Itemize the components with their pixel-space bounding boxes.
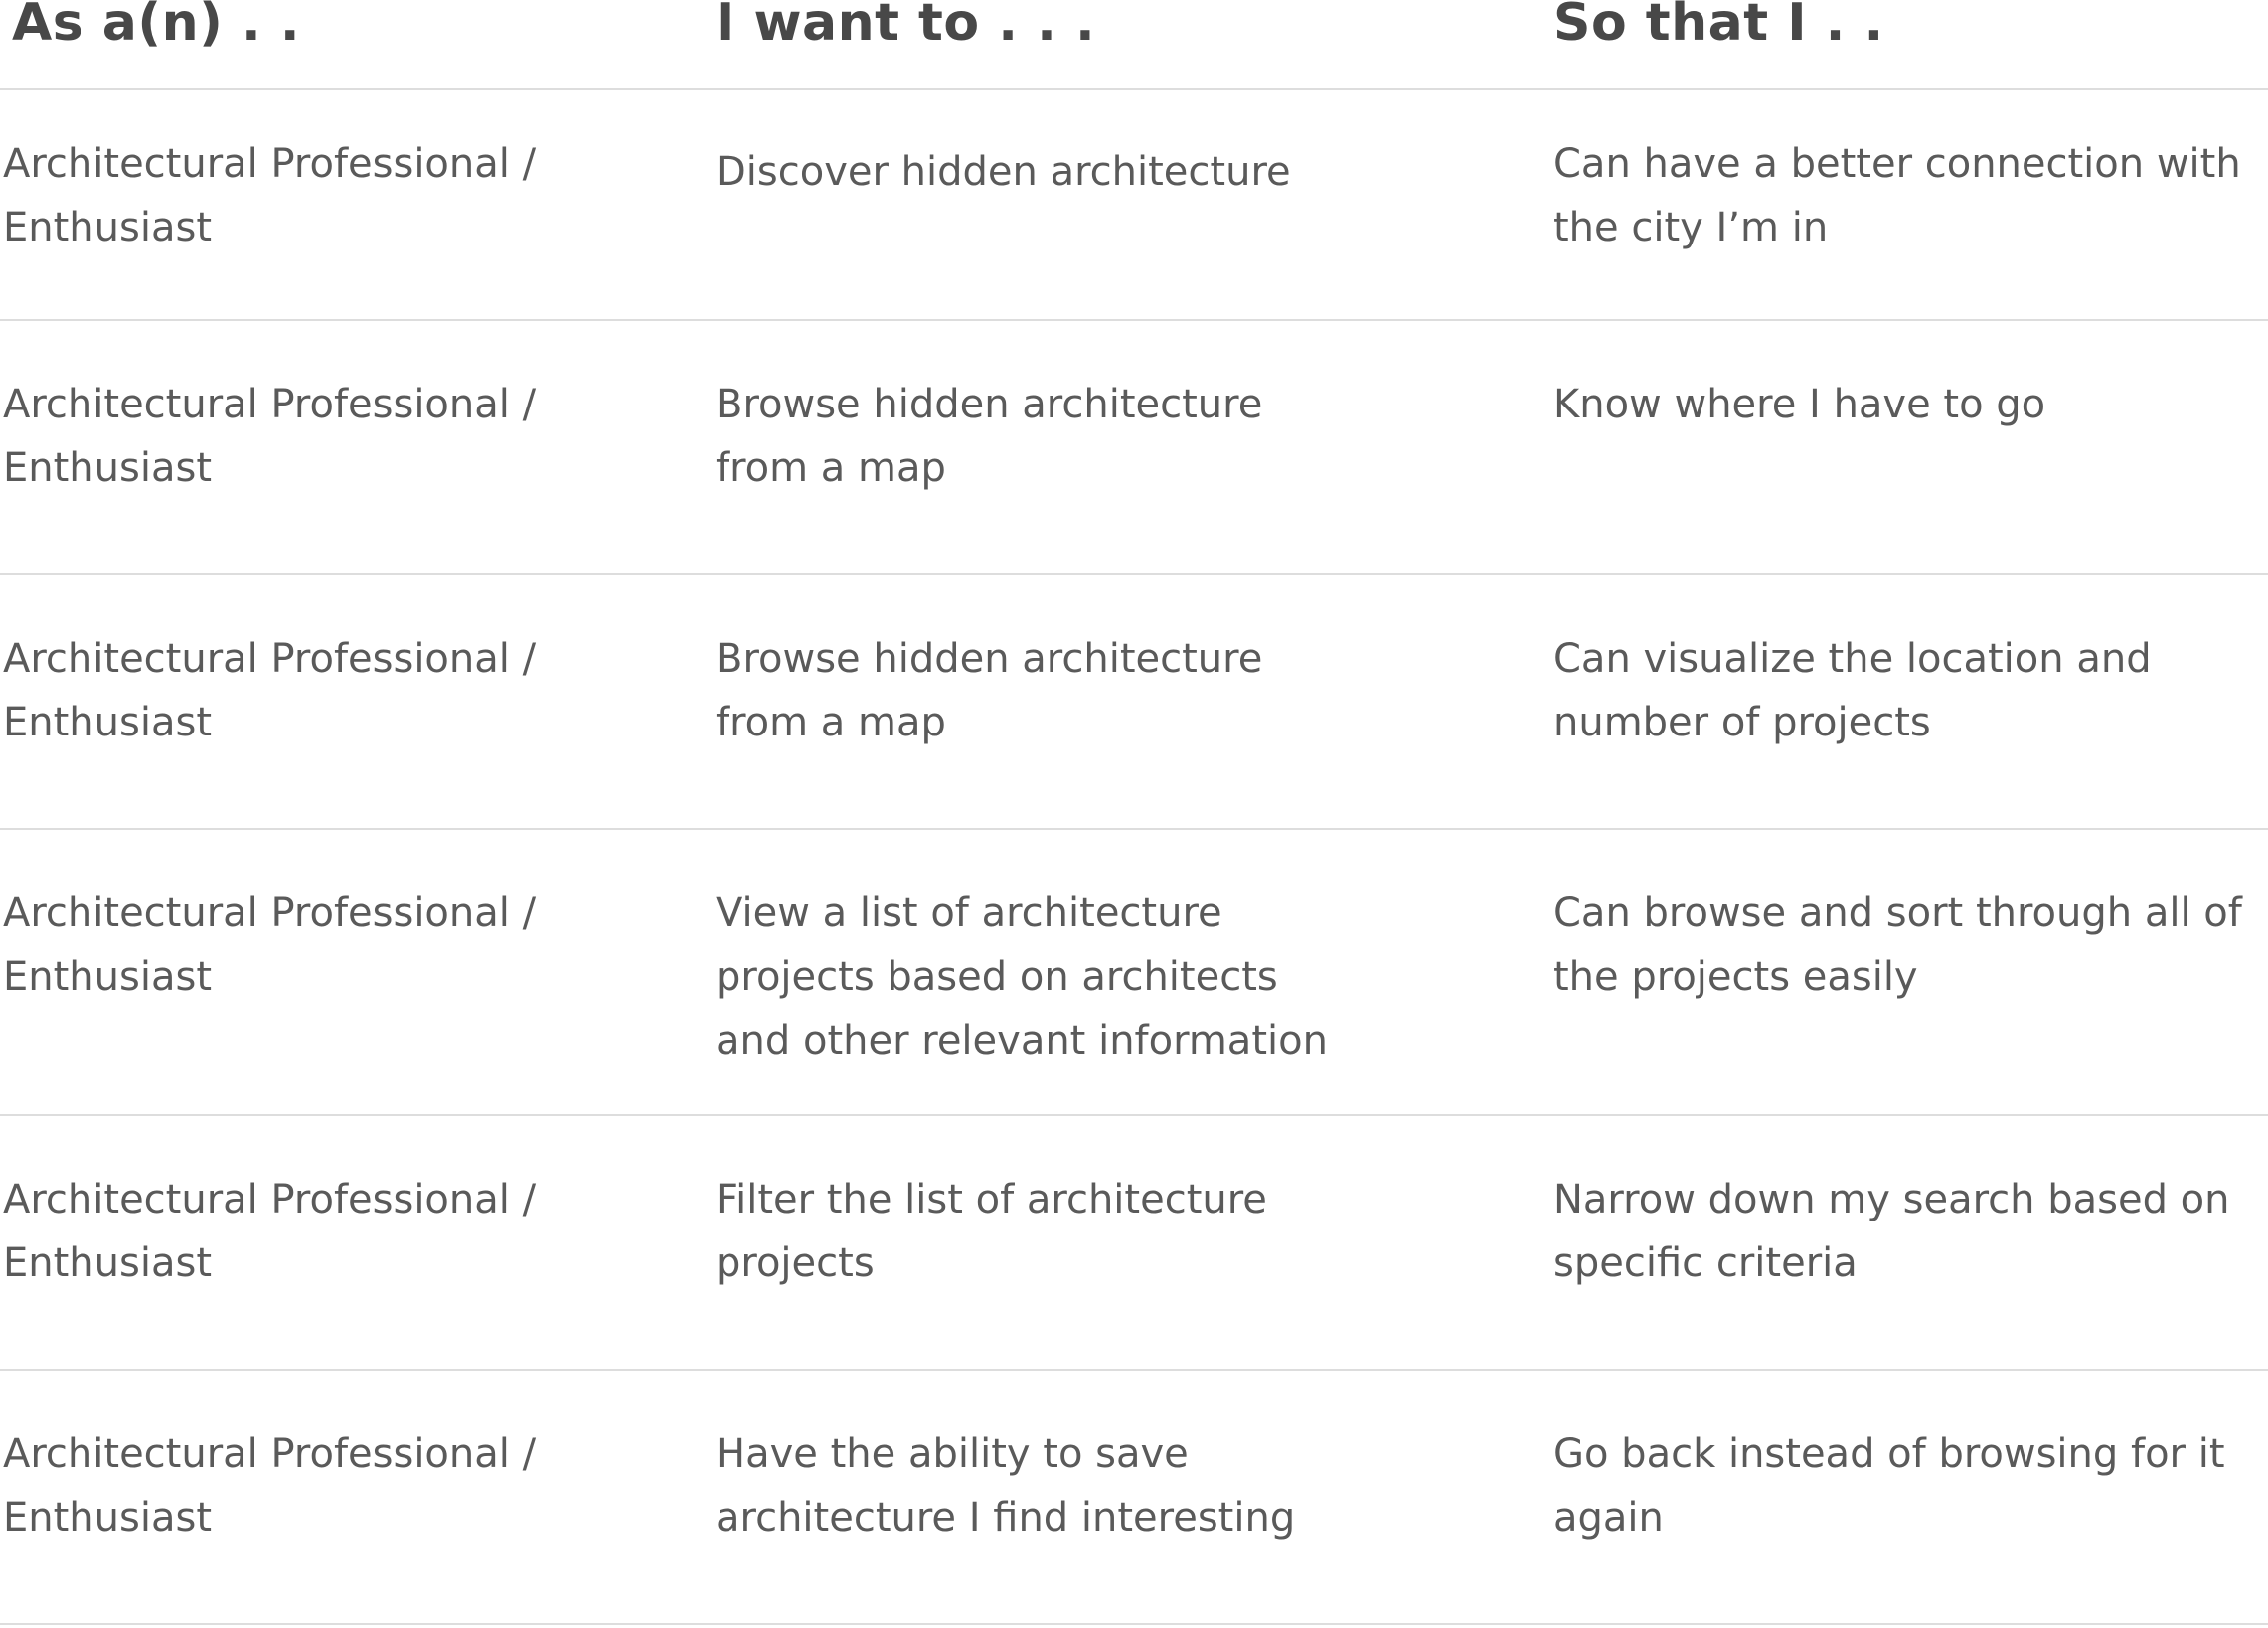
cell-so-that	[1553, 1422, 2225, 1549]
cell-line: Architectural Professional /	[3, 636, 537, 682]
cell-line: Architectural Professional /	[3, 1177, 537, 1222]
cell-line: and other relevant information	[716, 1018, 1328, 1063]
cell-line: projects based on architects	[716, 954, 1278, 1000]
cell-line: specific criteria	[1553, 1240, 1858, 1286]
cell-line: Enthusiast	[3, 1495, 212, 1541]
cell-role	[3, 373, 536, 500]
cell-line: Architectural Professional /	[3, 382, 537, 427]
header-i-want-to: I want to . . .	[716, 0, 1096, 53]
cell-line: Enthusiast	[3, 700, 212, 745]
table-row	[0, 575, 2268, 830]
cell-line: the city I’m in	[1553, 205, 1829, 250]
cell-line: Browse hidden architecture	[716, 382, 1263, 427]
cell-want	[716, 1168, 1267, 1295]
cell-line: Narrow down my search based on	[1553, 1177, 2230, 1222]
cell-line: Can browse and sort through all of	[1553, 891, 2242, 936]
cell-line: Enthusiast	[3, 205, 212, 250]
cell-line: Know where I have to go	[1553, 382, 2046, 427]
header-as-a: As a(n) . .	[12, 0, 301, 53]
table-body	[0, 90, 2268, 1625]
cell-so-that	[1553, 1168, 2230, 1295]
cell-want	[716, 373, 1262, 500]
cell-line: Architectural Professional /	[3, 141, 537, 187]
cell-so-that	[1553, 373, 2045, 436]
header-so-that: So that I . .	[1553, 0, 1884, 53]
cell-line: Enthusiast	[3, 1240, 212, 1286]
cell-line: Have the ability to save	[716, 1431, 1189, 1477]
cell-line: Architectural Professional /	[3, 891, 537, 936]
cell-line: Browse hidden architecture	[716, 636, 1263, 682]
cell-line: architecture I find interesting	[716, 1495, 1296, 1541]
cell-want	[716, 882, 1328, 1072]
cell-role	[3, 1168, 536, 1295]
cell-line: from a map	[716, 445, 946, 491]
cell-line: Go back instead of browsing for it	[1553, 1431, 2225, 1477]
cell-role	[3, 882, 536, 1009]
cell-line: from a map	[716, 700, 946, 745]
cell-so-that	[1553, 132, 2241, 259]
cell-line: Architectural Professional /	[3, 1431, 537, 1477]
cell-role	[3, 627, 536, 754]
cell-line: Enthusiast	[3, 445, 212, 491]
cell-want	[716, 140, 1291, 204]
cell-line: the projects easily	[1553, 954, 1918, 1000]
cell-want	[716, 627, 1262, 754]
table-header	[0, 0, 2268, 90]
table-row	[0, 830, 2268, 1116]
cell-line: Can have a better connection with	[1553, 141, 2241, 187]
cell-so-that	[1553, 627, 2152, 754]
table-row	[0, 1371, 2268, 1625]
cell-so-that	[1553, 882, 2242, 1009]
cell-line: projects	[716, 1240, 875, 1286]
cell-line: again	[1553, 1495, 1664, 1541]
cell-line: number of projects	[1553, 700, 1931, 745]
cell-line: Filter the list of architecture	[716, 1177, 1267, 1222]
cell-line: Can visualize the location and	[1553, 636, 2152, 682]
cell-role	[3, 1422, 536, 1549]
cell-line: Discover hidden architecture	[716, 149, 1291, 195]
cell-line: View a list of architecture	[716, 891, 1222, 936]
table-row	[0, 321, 2268, 575]
table-row	[0, 90, 2268, 321]
table-row	[0, 1116, 2268, 1371]
cell-line: Enthusiast	[3, 954, 212, 1000]
cell-want	[716, 1422, 1295, 1549]
cell-role	[3, 132, 536, 259]
